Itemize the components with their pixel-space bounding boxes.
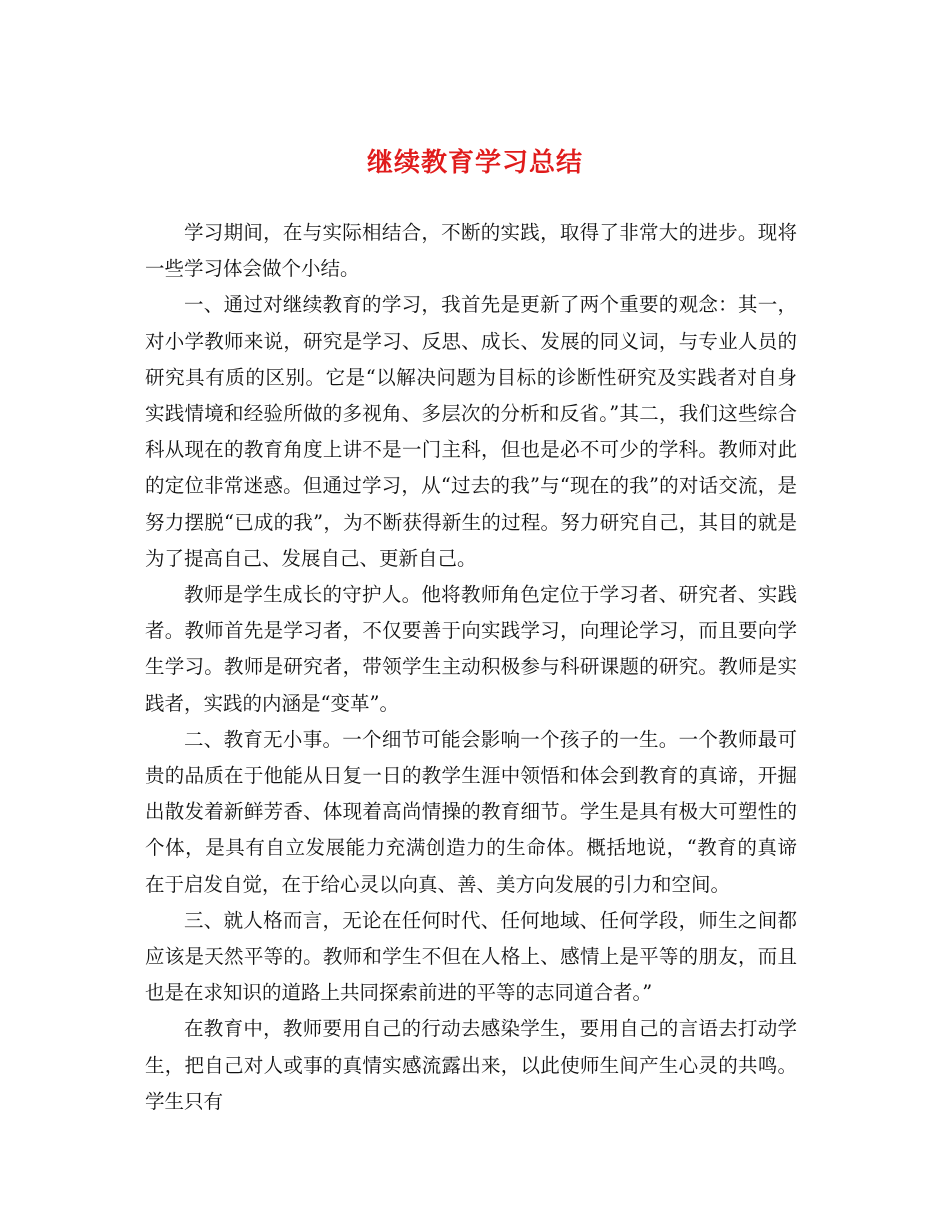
paragraph-section-one: 一、通过对继续教育的学习，我首先是更新了两个重要的观念：其一，对小学教师来说，研究是学习、反思、成长、发展的同义词，与专业人员的研究具有质的区别。它是“以解决问题为目标的诊断性研究及实践者对自身实践情境和经验所做的多视角、多层次的分析和反省。”其二，我们这些综合科从现在的教育角度上讲不是一门主科，但也是必不可少的学科。教师对此的定位非常迷惑。但通过学习，从“过去的我”与“现在的我”的对话交流，是努力摆脱“已成的我”，为不断获得新生的过程。努力研究自己，其目的就是为了提高自己、发展自己、更新自己。 (145, 293, 797, 570)
paragraph-section-three: 三、就人格而言，无论在任何时代、任何地域、任何学段，师生之间都应该是天然平等的。教师和学生不但在人格上、感情上是平等的朋友，而且也是在求知识的道路上共同探索前进的平等的志同道合者。” (145, 908, 797, 1005)
paragraph-education-action: 在教育中，教师要用自己的行动去感染学生，要用自己的言语去打动学生，把自己对人或事的真情实感流露出来，以此使师生间产生心灵的共鸣。学生只有 (145, 1017, 797, 1113)
paragraph-section-two: 二、教育无小事。一个细节可能会影响一个孩子的一生。一个教师最可贵的品质在于他能从日复一日的教学生涯中领悟和体会到教育的真谛，开掘出散发着新鲜芳香、体现着高尚情操的教育细节。学生是具有极大可塑性的个体，是具有自立发展能力充满创造力的生命体。概括地说，“教育的真谛在于启发自觉，在于给心灵以向真、善、美方向发展的引力和空间。 (145, 727, 797, 896)
document-title: 继续教育学习总结 (366, 148, 583, 178)
paragraph-intro: 学习期间，在与实际相结合，不断的实践，取得了非常大的进步。现将一些学习体会做个小结。 (145, 221, 797, 281)
paragraph-teacher-role: 教师是学生成长的守护人。他将教师角色定位于学习者、研究者、实践者。教师首先是学习者，不仅要善于向实践学习，向理论学习，而且要向学生学习。教师是研究者，带领学生主动积极参与科研课题的研究。教师是实践者，实践的内涵是“变革”。 (145, 583, 797, 715)
document-body (145, 215, 797, 1120)
